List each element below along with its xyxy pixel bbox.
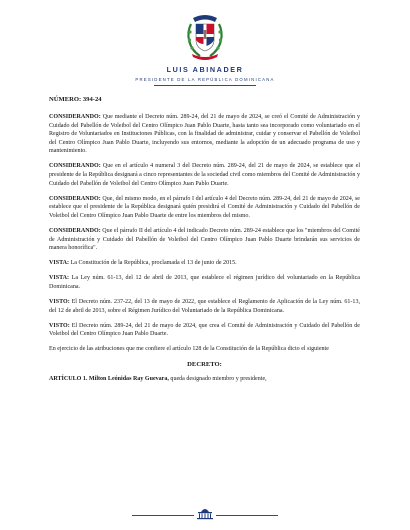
header-name: LUIS ABINADER — [166, 65, 244, 74]
paragraph-5 — [49, 259, 360, 268]
paragraph-label: CONSIDERANDO: — [49, 228, 101, 235]
paragraph-label: VISTA: — [49, 275, 70, 282]
paragraph-9 — [49, 345, 360, 354]
paragraph-label: CONSIDERANDO: — [49, 114, 101, 120]
footer-divider-right — [216, 515, 278, 516]
paragraph-text: Que mediante el Decreto núm. 289-24, del 21 de mayo de 2024, se creó el Comité de Administración y Cuidado del Pabellón de Voleibol del Centro Olímpico Juan Pablo Duarte, hasta tanto sea incorporado como voluntariado en el Registro de Voluntariados en Instituciones Públicas, con la finalidad de administrar, cuidar y conservar el Pabellón de Voleibol del Centro Olímpico Juan Pablo Duarte, incluyendo sus entornos, mediante la adopción de un adecuado programa de uso y mantenimiento. — [49, 114, 360, 155]
header-title: PRESIDENTE DE LA REPÚBLICA DOMINICANA — [135, 77, 275, 82]
decree-heading: DECRETO: — [187, 360, 222, 368]
paragraph-4 — [49, 227, 360, 253]
paragraph-label: VISTO: — [49, 299, 70, 306]
paragraph-text: La Constitución de la República, proclamada el 13 de junio de 2015. — [69, 260, 237, 267]
paragraph-8 — [49, 322, 360, 339]
article-label: ARTÍCULO 1. Milton Leónidas Ray Guevara, — [49, 375, 169, 382]
footer-divider-left — [132, 515, 194, 516]
paragraph-6 — [49, 274, 360, 291]
paragraph-label: VISTO: — [49, 322, 70, 329]
paragraph-label: CONSIDERANDO: — [49, 163, 101, 170]
paragraph-text: El Decreto núm. 289-24, del 21 de mayo de 2024, que crea el Comité de Administración y Cuidado del Pabellón de Voleibol del Centro Olímpico Juan Pablo Duarte. — [49, 322, 360, 338]
paragraph-text: Que, del mismo modo, en el párrafo I del artículo 4 del Decreto núm. 289-24, del 21 de mayo de 2024, se establece que el presidente de la República designará quién presidirá el Comité de Administración y Cuidado del Pabellón de Voleibol del Centro Olímpico Juan Pablo Duarte de entre los miembros del mismo. — [49, 195, 360, 219]
header-divider — [154, 85, 256, 86]
article-text: queda designado miembro y presidente, — [168, 375, 267, 382]
paragraph-text: El Decreto núm. 237-22, del 13 de mayo de 2022, que establece el Reglamento de Aplicación de la Ley núm. 61-13, del 12 de abril de 2013, sobre el Régimen Jurídico del Voluntariado de la República Dominicana. — [49, 299, 360, 314]
paragraph-label: CONSIDERANDO: — [49, 195, 101, 202]
paragraph-3 — [49, 195, 360, 221]
paragraph-2 — [49, 162, 360, 188]
document-body — [49, 96, 360, 390]
paragraph-text: Que el párrafo II del artículo 4 del indicado Decreto núm. 289-24 establece que los "miembros del Comité de Administración y Cuidado del Pabellón de Voleibol del Centro Olímpico Juan Pablo Duarte brindarán sus servicios de manera honorífica". — [49, 228, 360, 252]
paragraph-7 — [49, 298, 360, 315]
paragraph-text: Que en el artículo 4 numeral 3 del Decreto núm. 289-24, del 21 de mayo de 2024, se establece que el presidente de la República designará a cinco representantes de la sociedad civil como miembros del Comité de Administración y Cuidado del Pabellón de Voleibol del Centro Olímpico Juan Pablo Duarte. — [49, 163, 360, 187]
article-1 — [49, 375, 360, 384]
paragraph-label: VISTA: — [49, 260, 70, 267]
palace-icon — [196, 506, 214, 520]
coat-of-arms-icon — [182, 8, 228, 62]
paragraph-1 — [49, 113, 360, 156]
paragraph-text: La Ley núm. 61-13, del 12 de abril de 2013, que establece el régimen jurídico del voluntariado en la República Dominicana. — [49, 275, 360, 290]
decree-number: NÚMERO: 394-24 — [49, 96, 102, 103]
paragraph-text: En ejercicio de las atribuciones que me confiere el artículo 128 de la Constitución de la República dicto el siguiente — [49, 346, 329, 353]
